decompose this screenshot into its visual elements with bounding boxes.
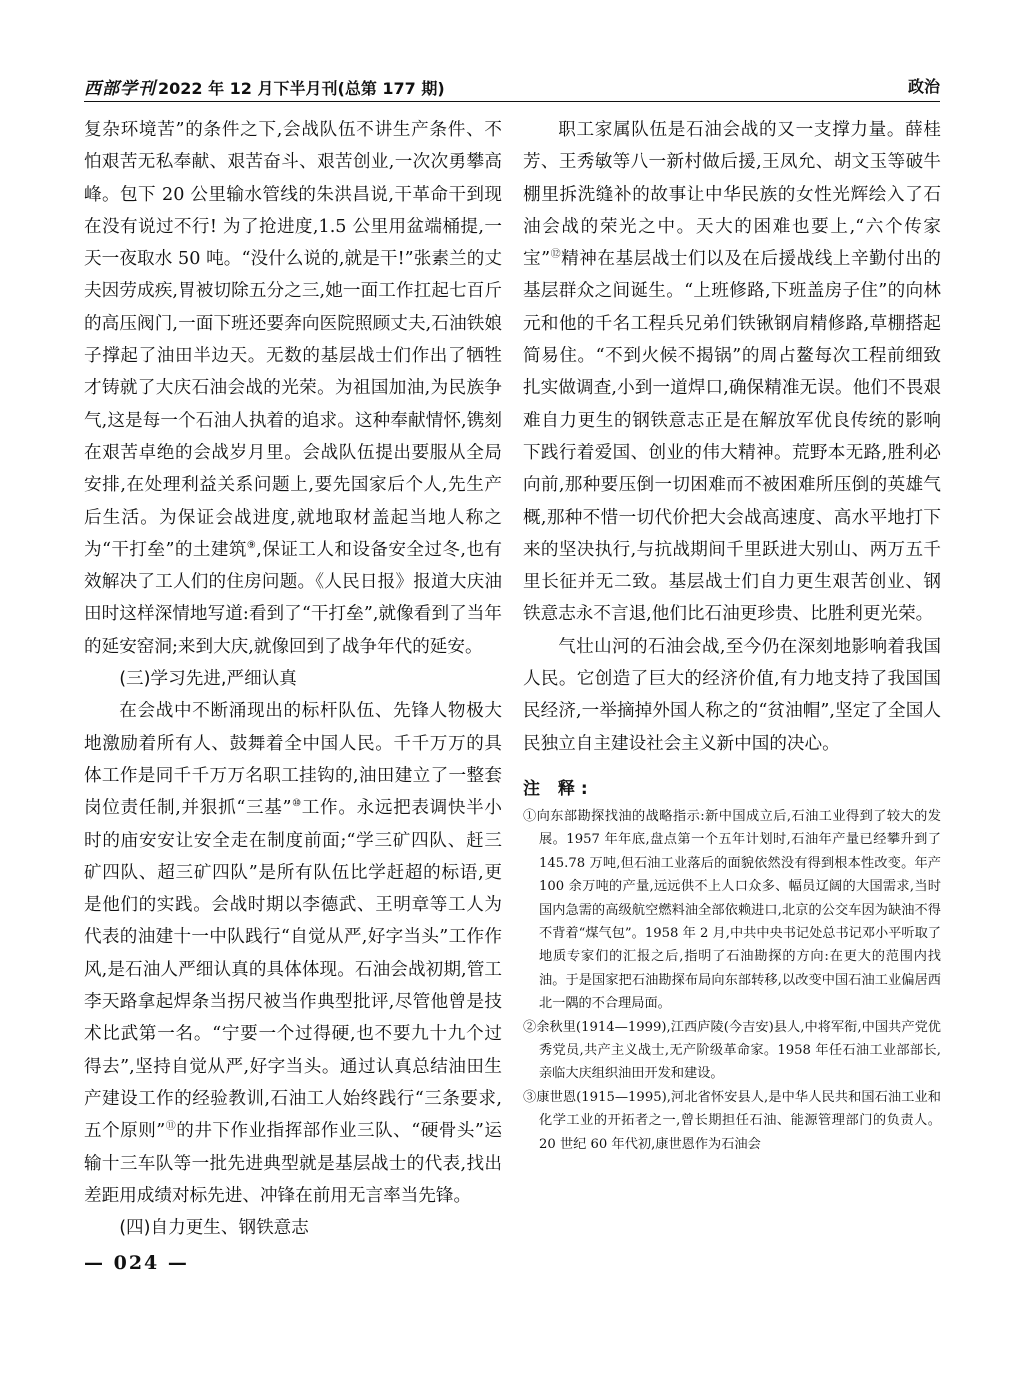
text-run: 精神在基层战士们以及在后援战线上辛勤付出的基层群众之间诞生。“上班修路,下班盖房子住”的向林元和他的千名工程兵兄弟们铁锹钢肩精修路,草棚搭起简易住。“不到火候不揭锅”的周占鳌每次工程前细致扎实做调查,小到一道焊口,确保精准无误。他们不畏艰难自力更生的钢铁意志正是在解放军优良传统的影响下践行着爱国、创业的伟大精神。荒野本无路,胜利必向前,那种要压倒一切困难而不被困难所压倒的英雄气概,那种不惜一切代价把大会战高速度、高水平地打下来的坚决执行,与抗战期间千里跃进大别山、两万五千里长征并无二致。基层战士们自力更生艰苦创业、钢铁意志永不言退,他们比石油更珍贵、比胜利更光荣。 xyxy=(523,249,941,625)
footnote-ref: ⑩ xyxy=(291,798,302,810)
text-run: 工作。永远把表调快半小时的庙安安让安全走在制度前面;“学三矿四队、赶三矿四队、超三矿四队”是所有队伍比学赶超的标语,更是他们的实践。会战时期以李德武、王明章等工人为代表的油建十一中队践行“自觉从严,好字当头”工作作风,是石油人严细认真的具体体现。石油会战初期,管工李天路拿起焊条当拐尺被当作典型批评,尽管他曾是技术比武第一名。“宁要一个过得硬,也不要九十九个过得去”,坚持自觉从严,好字当头。通过认真总结油田生产建设工作的经验教训,石油工人始终践行“三条要求,五个原则” xyxy=(84,798,502,1142)
running-header xyxy=(84,72,940,100)
text-run: 在会战中不断涌现出的标杆队伍、先锋人物极大地激励着所有人、鼓舞着全中国人民。千千万万的具体工作是同千千万万名职工挂钩的,油田建立了一整套岗位责任制,并狠抓“三基” xyxy=(84,701,502,819)
paragraph xyxy=(84,695,502,1212)
footnote-ref: ⑪ xyxy=(165,1121,177,1133)
subheading: (三)学习先进,严细认真 xyxy=(119,669,297,690)
header-rule xyxy=(84,101,940,102)
paragraph xyxy=(523,114,941,631)
note-item: ②余秋里(1914—1999),江西庐陵(今吉安)县人,中将军衔,中国共产党优秀党员,共产主义战士,无产阶级革命家。1958 年任石油工业部部长,亲临大庆组织油田开发和建设。 xyxy=(523,1019,941,1082)
journal-logo: 西部学刊 xyxy=(84,79,156,99)
text-run: 的井下作业指挥部作业三队、“硬骨头”运输十三车队等一批先进典型就是基层战士的代表,找出差距用成绩对标先进、冲锋在前用无言率当先锋。 xyxy=(84,1121,502,1206)
left-column xyxy=(84,114,502,1244)
paragraph xyxy=(84,114,502,663)
header-left xyxy=(84,74,445,99)
footnote-ref: ⑫ xyxy=(550,249,562,261)
text-run: 复杂环境苦”的条件之下,会战队伍不讲生产条件、不怕艰苦无私奉献、艰苦奋斗、艰苦创业,一次次勇攀高峰。包下 20 公里输水管线的朱洪昌说,干革命干到现在没有说过不行! 为了抢进度,1.5 公里用盆端桶提,一天一夜取水 50 吨。“没什么说的,就是干!”张素兰的丈夫因劳成疾,胃被切除五分之三,她一面工作扛起七百斤的高压阀门,一面下班还要奔向医院照顾丈夫,石油铁娘子撑起了油田半边天。无数的基层战士们作出了牺牲才铸就了大庆石油会战的光荣。为祖国加油,为民族争气,这是每一个石油人执着的追求。这种奉献情怀,镌刻在艰苦卓绝的会战岁月里。会战队伍提出要服从全局安排,在处理利益关系问题上,要先国家后个人,先生产后生活。为保证会战进度,就地取材盖起当地人称之为“干打垒”的土建筑 xyxy=(84,120,502,560)
notes-heading: 注 释: xyxy=(523,778,594,799)
section-label: 政治 xyxy=(907,77,940,96)
footnote-ref: ⑨ xyxy=(246,540,257,551)
subheading: (四)自力更生、钢铁意志 xyxy=(119,1218,309,1239)
text-run: 职工家属队伍是石油会战的又一支撑力量。薛桂芳、王秀敏等八一新村做后援,王凤允、胡文玉等破牛棚里拆洗缝补的故事让中华民族的女性光辉绘入了石油会战的荣光之中。天大的困难也要上,“六个传家宝” xyxy=(523,120,941,270)
note-item: ①向东部勘探找油的战略指示:新中国成立后,石油工业得到了较大的发展。1957 年年底,盘点第一个五年计划时,石油年产量已经攀升到了 145.78 万吨,但石油工业落后的面貌依然没有得到根本性改变。年产 100 余万吨的产量,远远供不上人口众多、幅员辽阔的大国需求,当时国内急需的高级航空燃料油全部依赖进口,北京的公交车因为缺油不得不背着“煤气包”。1958 年 2 月,中共中央书记处总书记邓小平听取了地质专家们的汇报之后,指明了石油勘探的方向:在更大的范围内找油。于是国家把石油勘探布局向东部转移,以改变中国石油工业偏居西北一隅的不合理局面。 xyxy=(523,808,941,1012)
page-number: — 024 — xyxy=(84,1252,189,1274)
right-column xyxy=(523,114,941,1156)
note-item: ③康世恩(1915—1995),河北省怀安县人,是中华人民共和国石油工业和化学工业的开拓者之一,曾长期担任石油、能源管理部门的负责人。20 世纪 60 年代初,康世恩作为石油会 xyxy=(523,1089,941,1152)
paragraph: 气壮山河的石油会战,至今仍在深刻地影响着我国人民。它创造了巨大的经济价值,有力地支持了我国国民经济,一举摘掉外国人称之的“贫油帽”,坚定了全国人民独立自主建设社会主义新中国的决心。 xyxy=(523,636,941,754)
issue-info: 2022 年 12 月下半月刊(总第 177 期) xyxy=(158,79,445,98)
text-run: ,保证工人和设备安全过冬,也有效解决了工人们的住房问题。《人民日报》报道大庆油田时这样深情地写道:看到了“干打垒”,就像看到了当年的延安窑洞;来到大庆,就像回到了战争年代的延安。 xyxy=(84,539,502,657)
